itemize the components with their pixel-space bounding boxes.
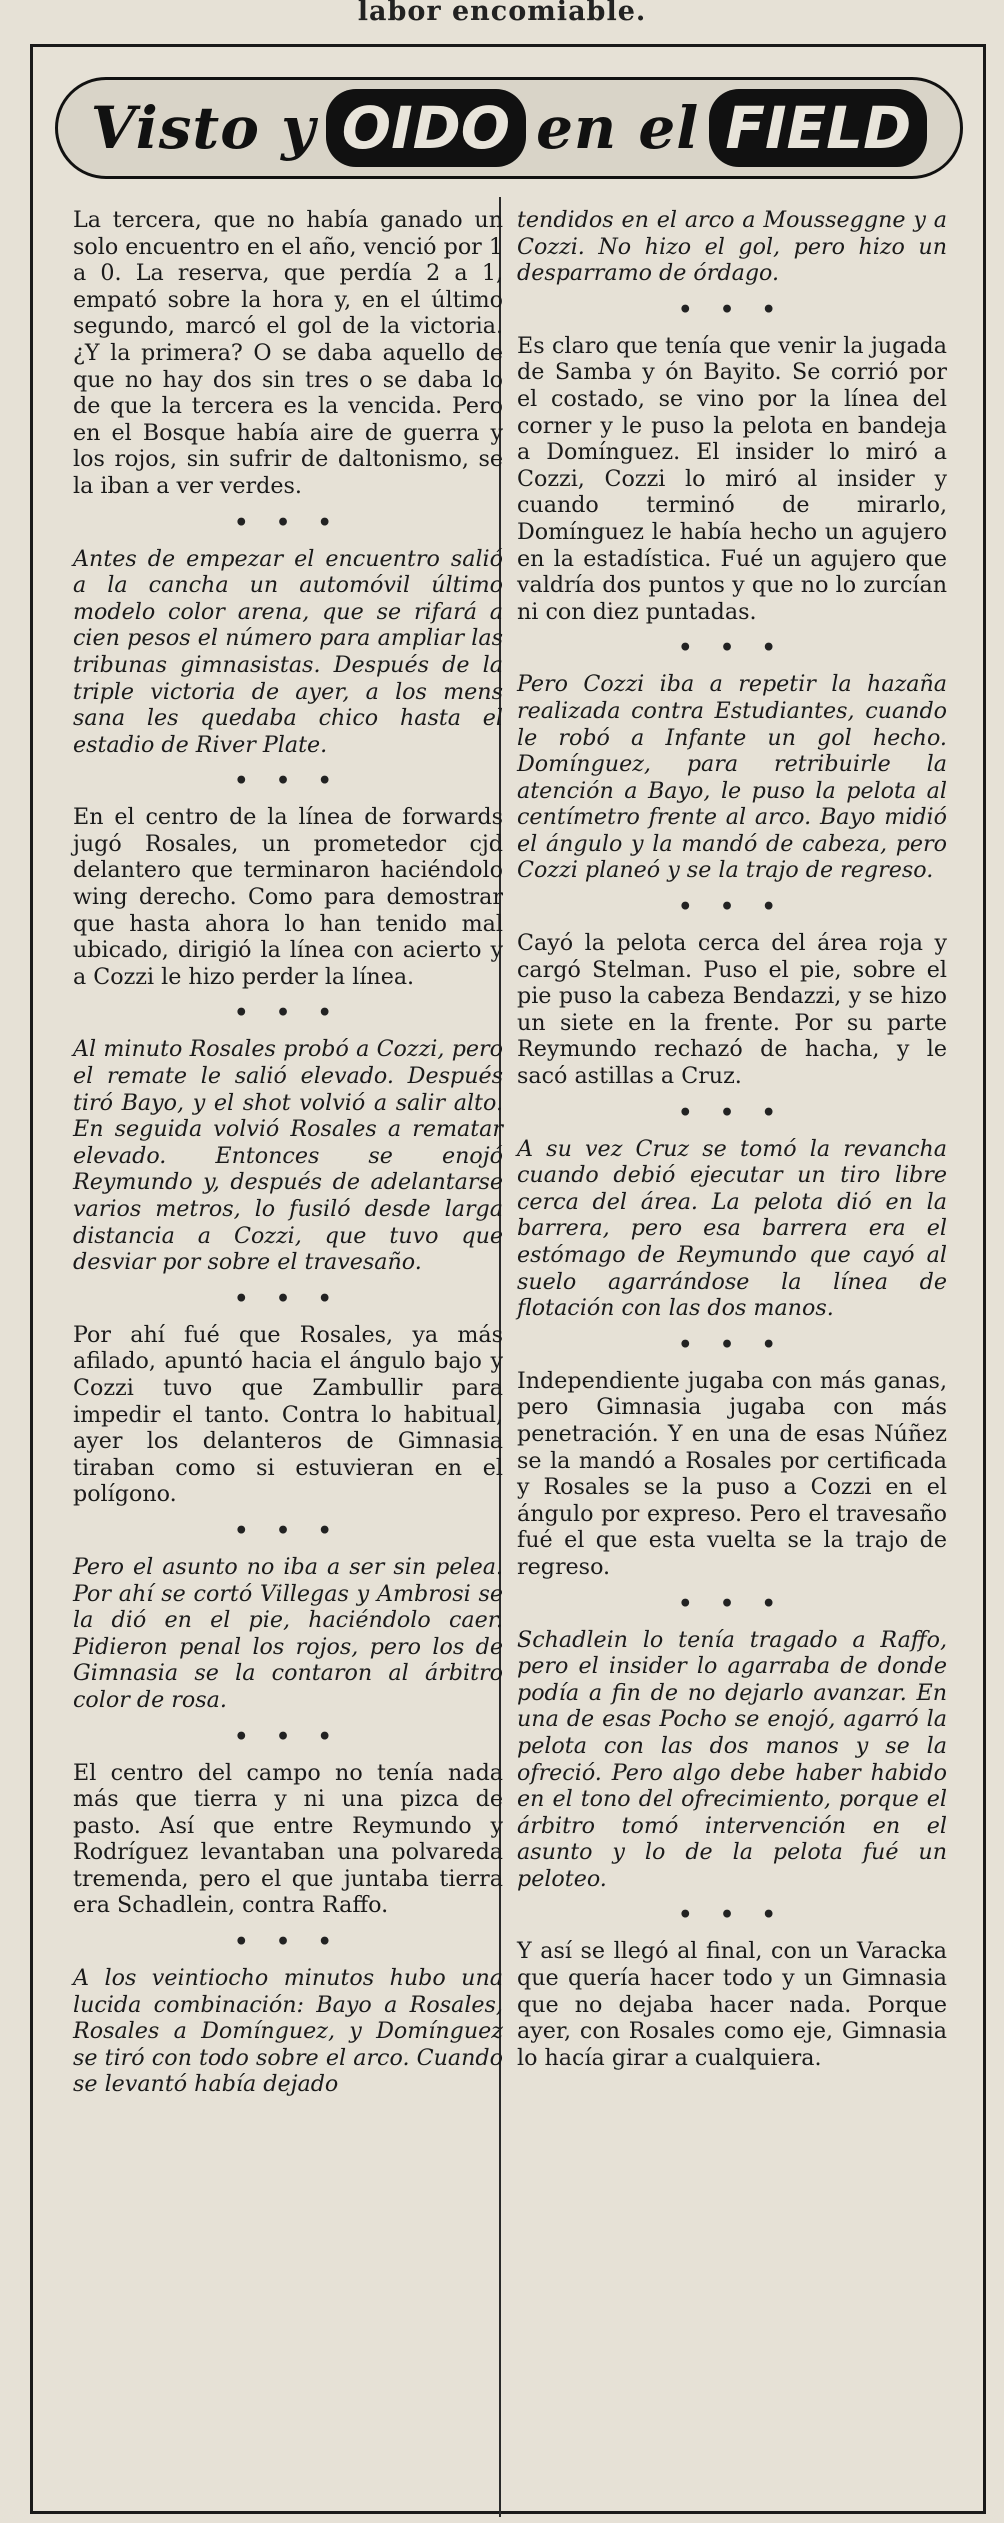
paragraph: A su vez Cruz se tomó la revancha cuando debió ejecutar un tiro libre cerca del área. La pelota dió en la barrera, pero esa barrera era el estómago de Reymundo que cayó al suelo agarrándose la línea de flotación con las dos manos. — [517, 1135, 947, 1322]
left-column — [73, 207, 503, 2098]
paragraph: Independiente jugaba con más ganas, pero Gimnasia jugaba con más penetración. Y en una de esas Núñez se la mandó a Rosales por certificada y Rosales se la puso a Cozzi en el ángulo por expreso. Pero el travesaño fué el que esta vuelta se la trajo de regreso. — [517, 1367, 947, 1580]
paragraph: Pero el asunto no iba a ser sin pelea. Por ahí se cortó Villegas y Ambrosi se la dió en el pie, haciéndolo caer. Pidieron penal los rojos, pero los de Gimnasia se la contaron al árbitro color de rosa. — [73, 1553, 503, 1713]
paragraph: Por ahí fué que Rosales, ya más afilado, apuntó hacia el ángulo bajo y Cozzi tuvo que Zambullir para impedir el tanto. Contra lo habitual, ayer los delanteros de Gimnasia tiraban como si estuvieran en el polígono. — [73, 1321, 503, 1508]
separator: • • • — [234, 509, 342, 536]
paragraph: Pero Cozzi iba a repetir la hazaña realizada contra Estudiantes, cuando le robó a Infante un gol hecho. Domínguez, para retribuirle la atención a Bayo, le puso la pelota al centímetro frente al arco. Bayo midió el ángulo y la mandó de cabeza, pero Cozzi planeó y se la trajo de regreso. — [517, 671, 947, 884]
banner-word-visto: Visto y — [90, 94, 316, 162]
paragraph: En el centro de la línea de forwards jugó Rosales, un prometedor cjd delantero que terminaron haciéndolo wing derecho. Como para demostrar que hasta ahora lo han tenido mal ubicado, dirigió la línea con acierto y a Cozzi le hizo perder la línea. — [73, 804, 503, 990]
top-caption: labor encomiable. — [357, 0, 647, 27]
separator: • • • — [234, 1000, 342, 1027]
banner-title — [91, 89, 928, 167]
article-frame — [30, 44, 986, 2514]
separator: • • • — [678, 635, 786, 662]
separator: • • • — [234, 1929, 342, 1956]
separator: • • • — [234, 1517, 342, 1544]
separator: • • • — [678, 1099, 786, 1126]
paragraph: Cayó la pelota cerca del área roja y cargó Stelman. Puso el pie, sobre el pie puso la cabeza Bendazzi, y se hizo un siete en la frente. Por su parte Reymundo rechazó de hacha, y le sacó astillas a Cruz. — [517, 930, 947, 1090]
right-column — [517, 207, 947, 2071]
paragraph: Antes de empezar el encuentro salió a la cancha un automóvil último modelo color arena, que se rifará a cien pesos el número para ampliar las tribunas gimnasistas. Después de la triple victoria de ayer, a los mens sana les quedaba chico hasta el estadio de River Plate. — [73, 545, 503, 758]
separator: • • • — [678, 894, 786, 921]
paragraph: Es claro que tenía que venir la jugada de Samba y ón Bayito. Se corrió por el costado, se vino por la línea del corner y le puso la pelota en bandeja a Domínguez. El insider lo miró a Cozzi, Cozzi lo miró al insider y cuando terminó de mirarlo, Domínguez le había hecho un agujero en la estadística. Fué un agujero que valdría dos puntos y que no lo zurcían ni con diez puntadas. — [517, 332, 947, 625]
column-banner — [55, 77, 963, 179]
banner-word-en-el: en el — [536, 94, 700, 162]
separator: • • • — [234, 1723, 342, 1750]
separator: • • • — [234, 768, 342, 795]
paragraph: A los veintiocho minutos hubo una lucida combinación: Bayo a Rosales, Rosales a Domínguez, y Domínguez se tiró con todo sobre el arco. Cuando se levantó había dejado — [73, 1965, 503, 2098]
paragraph: Y así se llegó al final, con un Varacka que quería hacer todo y un Gimnasia que no dejaba hacer nada. Porque ayer, con Rosales como eje, Gimnasia lo hacía girar a cualquiera. — [517, 1938, 947, 2071]
separator: • • • — [678, 1590, 786, 1617]
paragraph: tendidos en el arco a Mousseggne y a Cozzi. No hizo el gol, pero hizo un desparramo de órdago. — [517, 207, 947, 287]
separator: • • • — [234, 1285, 342, 1312]
separator: • • • — [678, 1902, 786, 1929]
separator: • • • — [678, 296, 786, 323]
paragraph: Al minuto Rosales probó a Cozzi, pero el remate le salió elevado. Después tiró Bayo, y el shot volvió a salir alto. En seguida volvió Rosales a rematar elevado. Entonces se enojó Reymundo y, después de adelantarse varios metros, lo fusiló desde larga distancia a Cozzi, que tuvo que desviar por sobre el travesaño. — [73, 1036, 503, 1276]
banner-word-field: FIELD — [709, 89, 927, 167]
paragraph: El centro del campo no tenía nada más que tierra y ni una pizca de pasto. Así que entre Reymundo y Rodríguez levantaban una polvareda tremenda, pero el que juntaba tierra era Schadlein, contra Raffo. — [73, 1759, 503, 1919]
paragraph: Schadlein lo tenía tragado a Raffo, pero el insider lo agarraba de donde podía a fin de no dejarlo avanzar. En una de esas Pocho se enojó, agarró la pelota con las dos manos y se la ofreció. Pero algo debe haber habido en el tono del ofrecimiento, porque el árbitro tomó intervención en el asunto y lo de la pelota fué un peloteo. — [517, 1626, 947, 1892]
separator: • • • — [678, 1331, 786, 1358]
banner-word-oido: OIDO — [326, 89, 526, 167]
paragraph: La tercera, que no había ganado un solo encuentro en el año, venció por 1 a 0. La reserva, que perdía 2 a 1, empató sobre la hora y, en el último segundo, marcó el gol de la victoria. ¿Y la primera? O se daba aquello de que no hay dos sin tres o se daba lo de que la tercera es la vencida. Pero en el Bosque había aire de guerra y los rojos, sin sufrir de daltonismo, se la iban a ver verdes. — [73, 207, 503, 499]
